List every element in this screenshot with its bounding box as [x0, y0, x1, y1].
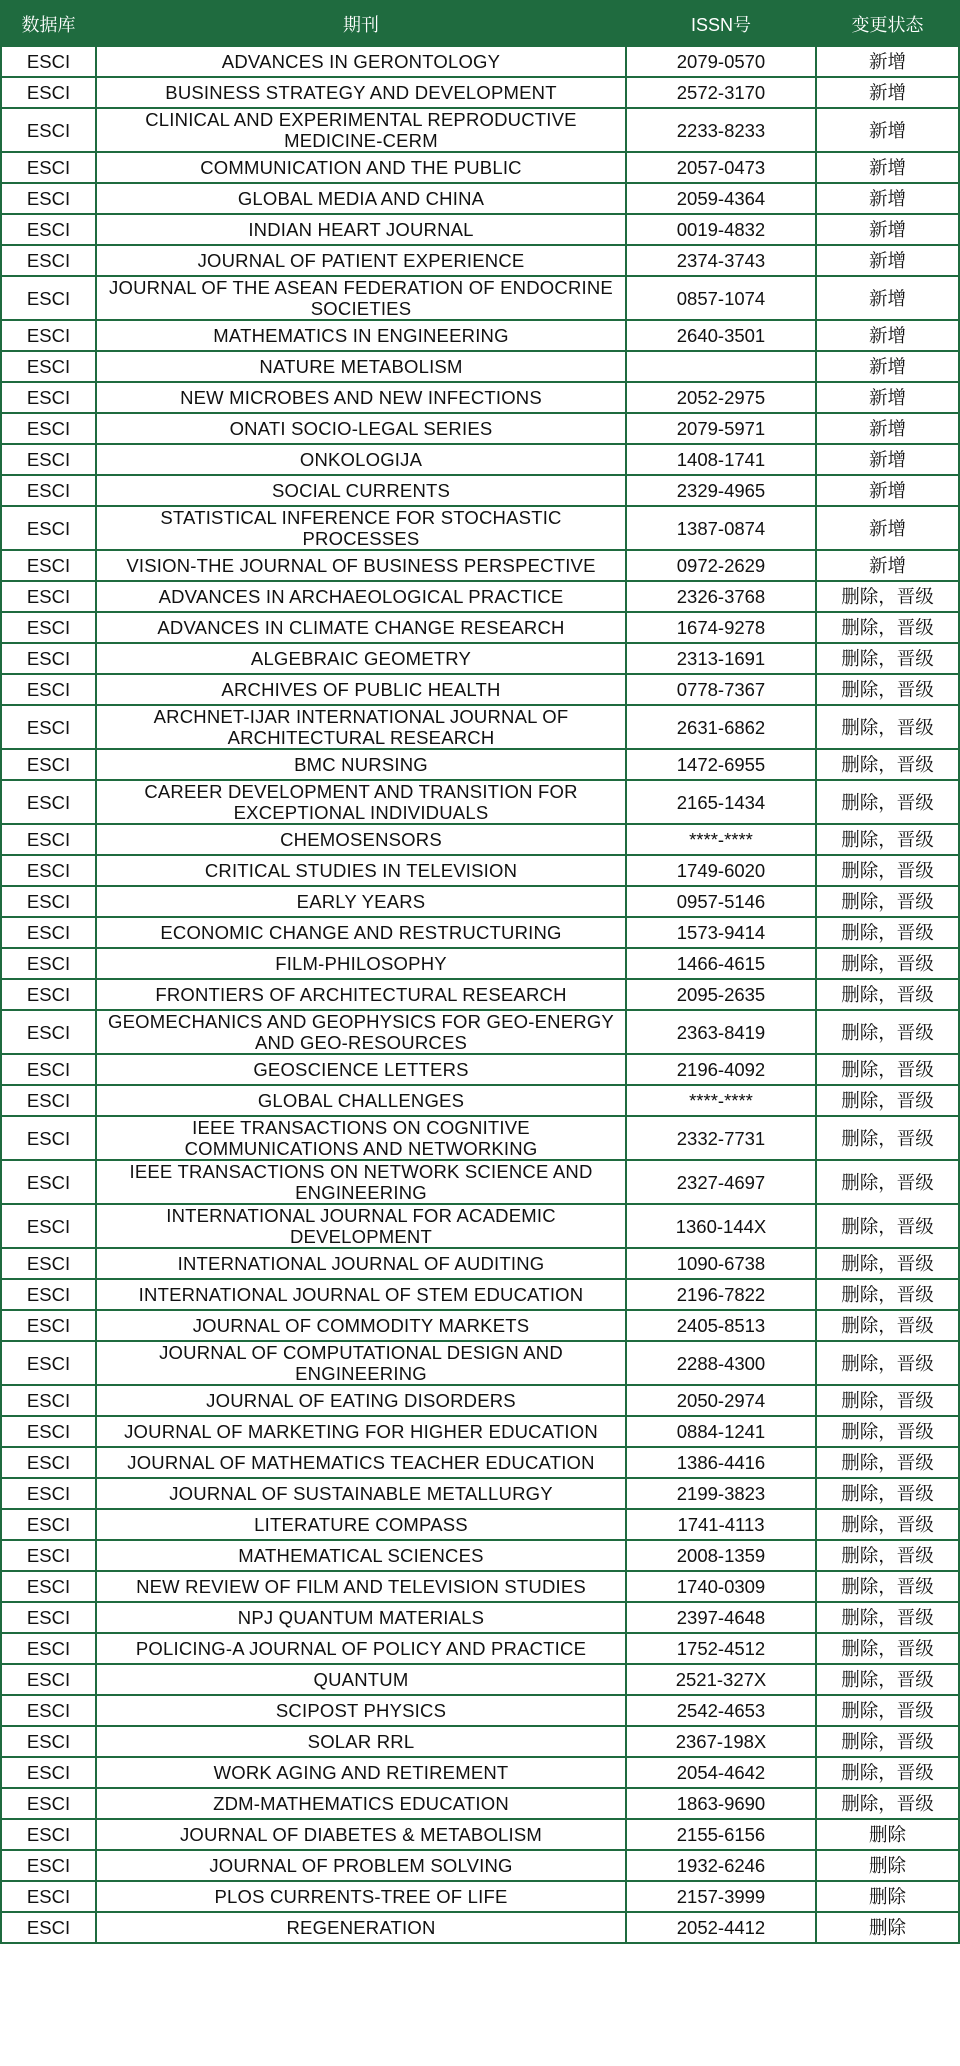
- cell-status: 删除，晋级: [816, 917, 959, 948]
- cell-db: ESCI: [1, 183, 96, 214]
- cell-db: ESCI: [1, 1509, 96, 1540]
- cell-issn: 2521-327X: [626, 1664, 816, 1695]
- cell-db: ESCI: [1, 276, 96, 320]
- cell-title: JOURNAL OF PATIENT EXPERIENCE: [96, 245, 626, 276]
- cell-db: ESCI: [1, 917, 96, 948]
- cell-issn: 0857-1074: [626, 276, 816, 320]
- cell-issn: 1741-4113: [626, 1509, 816, 1540]
- cell-status: 新增: [816, 183, 959, 214]
- cell-db: ESCI: [1, 1788, 96, 1819]
- cell-db: ESCI: [1, 643, 96, 674]
- cell-status: 新增: [816, 475, 959, 506]
- table-row: [1, 1664, 959, 1695]
- cell-title: CHEMOSENSORS: [96, 824, 626, 855]
- cell-db: ESCI: [1, 550, 96, 581]
- cell-issn: 1387-0874: [626, 506, 816, 550]
- cell-db: ESCI: [1, 1912, 96, 1943]
- table-row: [1, 444, 959, 475]
- cell-title: JOURNAL OF COMMODITY MARKETS: [96, 1310, 626, 1341]
- cell-issn: 2052-2975: [626, 382, 816, 413]
- cell-db: ESCI: [1, 506, 96, 550]
- table-row: [1, 917, 959, 948]
- cell-db: ESCI: [1, 705, 96, 749]
- cell-title: INTERNATIONAL JOURNAL OF AUDITING: [96, 1248, 626, 1279]
- cell-title: IEEE TRANSACTIONS ON NETWORK SCIENCE AND ENGINEERING: [96, 1160, 626, 1204]
- cell-status: 新增: [816, 245, 959, 276]
- cell-title: GLOBAL MEDIA AND CHINA: [96, 183, 626, 214]
- cell-db: ESCI: [1, 1279, 96, 1310]
- cell-title: ADVANCES IN GERONTOLOGY: [96, 46, 626, 77]
- cell-status: 新增: [816, 77, 959, 108]
- cell-title: INTERNATIONAL JOURNAL FOR ACADEMIC DEVELOPMENT: [96, 1204, 626, 1248]
- cell-status: 删除，晋级: [816, 1509, 959, 1540]
- cell-status: 删除，晋级: [816, 1695, 959, 1726]
- cell-issn: 2059-4364: [626, 183, 816, 214]
- cell-issn: 2008-1359: [626, 1540, 816, 1571]
- table-row: [1, 1385, 959, 1416]
- cell-title: JOURNAL OF COMPUTATIONAL DESIGN AND ENGINEERING: [96, 1341, 626, 1385]
- cell-issn: 2157-3999: [626, 1881, 816, 1912]
- cell-db: ESCI: [1, 1726, 96, 1757]
- cell-db: ESCI: [1, 1850, 96, 1881]
- cell-issn: 2050-2974: [626, 1385, 816, 1416]
- header-issn: ISSN号: [626, 1, 816, 46]
- cell-status: 删除，晋级: [816, 1726, 959, 1757]
- cell-status: 删除: [816, 1850, 959, 1881]
- cell-issn: 2199-3823: [626, 1478, 816, 1509]
- cell-db: ESCI: [1, 1010, 96, 1054]
- cell-issn: 2542-4653: [626, 1695, 816, 1726]
- cell-issn: 2165-1434: [626, 780, 816, 824]
- cell-issn: 1090-6738: [626, 1248, 816, 1279]
- cell-issn: 1386-4416: [626, 1447, 816, 1478]
- cell-issn: 2196-7822: [626, 1279, 816, 1310]
- cell-title: ALGEBRAIC GEOMETRY: [96, 643, 626, 674]
- cell-issn: 2054-4642: [626, 1757, 816, 1788]
- cell-issn: 2631-6862: [626, 705, 816, 749]
- cell-status: 新增: [816, 108, 959, 152]
- cell-status: 删除，晋级: [816, 1054, 959, 1085]
- cell-issn: 1740-0309: [626, 1571, 816, 1602]
- cell-title: BUSINESS STRATEGY AND DEVELOPMENT: [96, 77, 626, 108]
- cell-status: 新增: [816, 276, 959, 320]
- cell-issn: 2397-4648: [626, 1602, 816, 1633]
- cell-db: ESCI: [1, 581, 96, 612]
- cell-title: GEOSCIENCE LETTERS: [96, 1054, 626, 1085]
- cell-status: 删除，晋级: [816, 1085, 959, 1116]
- table-row: [1, 1248, 959, 1279]
- cell-issn: [626, 351, 816, 382]
- cell-title: VISION-THE JOURNAL OF BUSINESS PERSPECTIVE: [96, 550, 626, 581]
- cell-title: PLOS CURRENTS-TREE OF LIFE: [96, 1881, 626, 1912]
- cell-title: ADVANCES IN ARCHAEOLOGICAL PRACTICE: [96, 581, 626, 612]
- cell-db: ESCI: [1, 674, 96, 705]
- table-row: [1, 643, 959, 674]
- cell-title: QUANTUM: [96, 1664, 626, 1695]
- cell-db: ESCI: [1, 1633, 96, 1664]
- cell-status: 新增: [816, 506, 959, 550]
- table-row: [1, 1695, 959, 1726]
- cell-status: 删除，晋级: [816, 886, 959, 917]
- cell-status: 删除，晋级: [816, 705, 959, 749]
- cell-issn: 2052-4412: [626, 1912, 816, 1943]
- cell-db: ESCI: [1, 979, 96, 1010]
- cell-title: SCIPOST PHYSICS: [96, 1695, 626, 1726]
- header-status: 变更状态: [816, 1, 959, 46]
- table-row: [1, 749, 959, 780]
- cell-status: 新增: [816, 152, 959, 183]
- cell-db: ESCI: [1, 1116, 96, 1160]
- table-row: [1, 886, 959, 917]
- cell-db: ESCI: [1, 444, 96, 475]
- cell-title: SOCIAL CURRENTS: [96, 475, 626, 506]
- cell-status: 删除，晋级: [816, 581, 959, 612]
- table-row: [1, 674, 959, 705]
- cell-title: JOURNAL OF THE ASEAN FEDERATION OF ENDOCRINE SOCIETIES: [96, 276, 626, 320]
- table-row: [1, 550, 959, 581]
- cell-status: 删除: [816, 1912, 959, 1943]
- cell-issn: ****-****: [626, 824, 816, 855]
- cell-status: 删除，晋级: [816, 780, 959, 824]
- table-row: [1, 1116, 959, 1160]
- cell-db: ESCI: [1, 824, 96, 855]
- cell-db: ESCI: [1, 382, 96, 413]
- table-row: [1, 1912, 959, 1943]
- cell-db: ESCI: [1, 1881, 96, 1912]
- table-row: [1, 1540, 959, 1571]
- cell-status: 删除，晋级: [816, 855, 959, 886]
- cell-title: COMMUNICATION AND THE PUBLIC: [96, 152, 626, 183]
- cell-status: 删除，晋级: [816, 1664, 959, 1695]
- cell-issn: 2313-1691: [626, 643, 816, 674]
- cell-db: ESCI: [1, 1664, 96, 1695]
- cell-issn: 2288-4300: [626, 1341, 816, 1385]
- cell-issn: 1752-4512: [626, 1633, 816, 1664]
- cell-title: JOURNAL OF DIABETES & METABOLISM: [96, 1819, 626, 1850]
- cell-status: 新增: [816, 550, 959, 581]
- cell-issn: 2640-3501: [626, 320, 816, 351]
- cell-status: 删除，晋级: [816, 1540, 959, 1571]
- cell-issn: 1360-144X: [626, 1204, 816, 1248]
- table-row: [1, 108, 959, 152]
- cell-issn: 2079-5971: [626, 413, 816, 444]
- cell-db: ESCI: [1, 413, 96, 444]
- cell-issn: 0972-2629: [626, 550, 816, 581]
- cell-db: ESCI: [1, 46, 96, 77]
- table-row: [1, 948, 959, 979]
- table-row: [1, 1726, 959, 1757]
- table-row: [1, 506, 959, 550]
- cell-status: 删除，晋级: [816, 1341, 959, 1385]
- cell-db: ESCI: [1, 152, 96, 183]
- cell-status: 新增: [816, 214, 959, 245]
- table-row: [1, 46, 959, 77]
- cell-title: NPJ QUANTUM MATERIALS: [96, 1602, 626, 1633]
- cell-db: ESCI: [1, 1757, 96, 1788]
- cell-issn: 2155-6156: [626, 1819, 816, 1850]
- cell-status: 删除，晋级: [816, 1633, 959, 1664]
- cell-title: ARCHNET-IJAR INTERNATIONAL JOURNAL OF ARCHITECTURAL RESEARCH: [96, 705, 626, 749]
- cell-issn: 2057-0473: [626, 152, 816, 183]
- cell-status: 删除: [816, 1881, 959, 1912]
- table-row: [1, 320, 959, 351]
- cell-title: FRONTIERS OF ARCHITECTURAL RESEARCH: [96, 979, 626, 1010]
- cell-issn: 1466-4615: [626, 948, 816, 979]
- cell-issn: 2329-4965: [626, 475, 816, 506]
- cell-issn: 0884-1241: [626, 1416, 816, 1447]
- table-row: [1, 77, 959, 108]
- table-row: [1, 1310, 959, 1341]
- cell-db: ESCI: [1, 245, 96, 276]
- cell-issn: 1863-9690: [626, 1788, 816, 1819]
- cell-title: JOURNAL OF MATHEMATICS TEACHER EDUCATION: [96, 1447, 626, 1478]
- table-row: [1, 1850, 959, 1881]
- cell-status: 删除，晋级: [816, 1571, 959, 1602]
- cell-issn: 2367-198X: [626, 1726, 816, 1757]
- table-row: [1, 705, 959, 749]
- cell-title: GLOBAL CHALLENGES: [96, 1085, 626, 1116]
- cell-db: ESCI: [1, 749, 96, 780]
- cell-db: ESCI: [1, 1085, 96, 1116]
- cell-status: 删除，晋级: [816, 1116, 959, 1160]
- cell-db: ESCI: [1, 1602, 96, 1633]
- cell-db: ESCI: [1, 108, 96, 152]
- cell-db: ESCI: [1, 1695, 96, 1726]
- table-row: [1, 1341, 959, 1385]
- cell-title: NEW MICROBES AND NEW INFECTIONS: [96, 382, 626, 413]
- table-row: [1, 413, 959, 444]
- cell-db: ESCI: [1, 886, 96, 917]
- cell-title: INTERNATIONAL JOURNAL OF STEM EDUCATION: [96, 1279, 626, 1310]
- cell-db: ESCI: [1, 1416, 96, 1447]
- cell-issn: 2572-3170: [626, 77, 816, 108]
- cell-title: NEW REVIEW OF FILM AND TELEVISION STUDIES: [96, 1571, 626, 1602]
- cell-title: EARLY YEARS: [96, 886, 626, 917]
- table-row: [1, 1010, 959, 1054]
- cell-title: ONATI SOCIO-LEGAL SERIES: [96, 413, 626, 444]
- cell-db: ESCI: [1, 475, 96, 506]
- cell-db: ESCI: [1, 948, 96, 979]
- cell-db: ESCI: [1, 1385, 96, 1416]
- table-row: [1, 1085, 959, 1116]
- cell-db: ESCI: [1, 780, 96, 824]
- cell-title: ZDM-MATHEMATICS EDUCATION: [96, 1788, 626, 1819]
- cell-status: 删除，晋级: [816, 1385, 959, 1416]
- cell-title: JOURNAL OF EATING DISORDERS: [96, 1385, 626, 1416]
- cell-status: 删除，晋级: [816, 1010, 959, 1054]
- table-row: [1, 1279, 959, 1310]
- cell-title: JOURNAL OF SUSTAINABLE METALLURGY: [96, 1478, 626, 1509]
- cell-issn: 1472-6955: [626, 749, 816, 780]
- cell-db: ESCI: [1, 1341, 96, 1385]
- cell-status: 新增: [816, 46, 959, 77]
- cell-issn: 2332-7731: [626, 1116, 816, 1160]
- cell-title: WORK AGING AND RETIREMENT: [96, 1757, 626, 1788]
- table-row: [1, 1160, 959, 1204]
- cell-title: ARCHIVES OF PUBLIC HEALTH: [96, 674, 626, 705]
- cell-status: 删除，晋级: [816, 612, 959, 643]
- cell-issn: 1573-9414: [626, 917, 816, 948]
- table-row: [1, 780, 959, 824]
- cell-db: ESCI: [1, 214, 96, 245]
- cell-status: 删除，晋级: [816, 1602, 959, 1633]
- table-row: [1, 1204, 959, 1248]
- cell-status: 删除，晋级: [816, 1416, 959, 1447]
- cell-title: INDIAN HEART JOURNAL: [96, 214, 626, 245]
- table-row: [1, 1819, 959, 1850]
- table-row: [1, 855, 959, 886]
- cell-status: 删除，晋级: [816, 1204, 959, 1248]
- cell-title: IEEE TRANSACTIONS ON COGNITIVE COMMUNICATIONS AND NETWORKING: [96, 1116, 626, 1160]
- cell-issn: 2233-8233: [626, 108, 816, 152]
- table-row: [1, 1509, 959, 1540]
- table-row: [1, 979, 959, 1010]
- cell-status: 删除，晋级: [816, 1478, 959, 1509]
- cell-issn: 2363-8419: [626, 1010, 816, 1054]
- cell-db: ESCI: [1, 1160, 96, 1204]
- cell-status: 删除，晋级: [816, 979, 959, 1010]
- cell-title: POLICING-A JOURNAL OF POLICY AND PRACTICE: [96, 1633, 626, 1664]
- cell-title: LITERATURE COMPASS: [96, 1509, 626, 1540]
- table-row: [1, 351, 959, 382]
- table-row: [1, 1881, 959, 1912]
- table-row: [1, 276, 959, 320]
- cell-title: REGENERATION: [96, 1912, 626, 1943]
- cell-db: ESCI: [1, 1478, 96, 1509]
- cell-title: SOLAR RRL: [96, 1726, 626, 1757]
- cell-title: ADVANCES IN CLIMATE CHANGE RESEARCH: [96, 612, 626, 643]
- cell-db: ESCI: [1, 320, 96, 351]
- cell-issn: 1749-6020: [626, 855, 816, 886]
- cell-title: CAREER DEVELOPMENT AND TRANSITION FOR EXCEPTIONAL INDIVIDUALS: [96, 780, 626, 824]
- cell-title: STATISTICAL INFERENCE FOR STOCHASTIC PROCESSES: [96, 506, 626, 550]
- table-row: [1, 152, 959, 183]
- cell-issn: 1932-6246: [626, 1850, 816, 1881]
- header-row: [1, 1, 959, 46]
- cell-status: 删除，晋级: [816, 1788, 959, 1819]
- cell-db: ESCI: [1, 351, 96, 382]
- cell-db: ESCI: [1, 1204, 96, 1248]
- table-body: [1, 46, 959, 1943]
- table-row: [1, 382, 959, 413]
- table-row: [1, 1788, 959, 1819]
- cell-status: 新增: [816, 444, 959, 475]
- cell-issn: 2326-3768: [626, 581, 816, 612]
- table-row: [1, 1416, 959, 1447]
- cell-title: CLINICAL AND EXPERIMENTAL REPRODUCTIVE MEDICINE-CERM: [96, 108, 626, 152]
- cell-db: ESCI: [1, 1310, 96, 1341]
- cell-status: 删除，晋级: [816, 1757, 959, 1788]
- table-row: [1, 183, 959, 214]
- cell-issn: 2196-4092: [626, 1054, 816, 1085]
- cell-title: ONKOLOGIJA: [96, 444, 626, 475]
- table-row: [1, 1054, 959, 1085]
- table-row: [1, 1757, 959, 1788]
- cell-issn: 2374-3743: [626, 245, 816, 276]
- cell-title: JOURNAL OF MARKETING FOR HIGHER EDUCATION: [96, 1416, 626, 1447]
- cell-status: 删除，晋级: [816, 1248, 959, 1279]
- cell-issn: ****-****: [626, 1085, 816, 1116]
- cell-issn: 2405-8513: [626, 1310, 816, 1341]
- cell-issn: 0957-5146: [626, 886, 816, 917]
- header-journal: 期刊: [96, 1, 626, 46]
- cell-db: ESCI: [1, 855, 96, 886]
- cell-issn: 0019-4832: [626, 214, 816, 245]
- cell-db: ESCI: [1, 1447, 96, 1478]
- cell-title: BMC NURSING: [96, 749, 626, 780]
- cell-issn: 1408-1741: [626, 444, 816, 475]
- cell-status: 删除，晋级: [816, 1279, 959, 1310]
- cell-db: ESCI: [1, 1054, 96, 1085]
- cell-db: ESCI: [1, 1248, 96, 1279]
- cell-issn: 1674-9278: [626, 612, 816, 643]
- cell-status: 新增: [816, 413, 959, 444]
- cell-status: 新增: [816, 351, 959, 382]
- table-row: [1, 581, 959, 612]
- table-row: [1, 1571, 959, 1602]
- cell-status: 删除，晋级: [816, 674, 959, 705]
- header-db: 数据库: [1, 1, 96, 46]
- cell-title: MATHEMATICAL SCIENCES: [96, 1540, 626, 1571]
- cell-db: ESCI: [1, 77, 96, 108]
- cell-db: ESCI: [1, 1819, 96, 1850]
- cell-status: 删除，晋级: [816, 1447, 959, 1478]
- table-row: [1, 1478, 959, 1509]
- cell-title: GEOMECHANICS AND GEOPHYSICS FOR GEO-ENERGY AND GEO-RESOURCES: [96, 1010, 626, 1054]
- cell-title: FILM-PHILOSOPHY: [96, 948, 626, 979]
- cell-db: ESCI: [1, 1540, 96, 1571]
- cell-issn: 2079-0570: [626, 46, 816, 77]
- cell-status: 删除，晋级: [816, 1310, 959, 1341]
- cell-status: 新增: [816, 382, 959, 413]
- cell-title: ECONOMIC CHANGE AND RESTRUCTURING: [96, 917, 626, 948]
- table-row: [1, 1447, 959, 1478]
- cell-issn: 0778-7367: [626, 674, 816, 705]
- table-row: [1, 475, 959, 506]
- cell-status: 删除，晋级: [816, 749, 959, 780]
- cell-title: JOURNAL OF PROBLEM SOLVING: [96, 1850, 626, 1881]
- cell-status: 删除，晋级: [816, 948, 959, 979]
- table-row: [1, 1633, 959, 1664]
- table-row: [1, 245, 959, 276]
- cell-db: ESCI: [1, 1571, 96, 1602]
- cell-status: 删除，晋级: [816, 1160, 959, 1204]
- cell-title: CRITICAL STUDIES IN TELEVISION: [96, 855, 626, 886]
- table-row: [1, 1602, 959, 1633]
- cell-status: 删除，晋级: [816, 824, 959, 855]
- cell-title: MATHEMATICS IN ENGINEERING: [96, 320, 626, 351]
- cell-issn: 2327-4697: [626, 1160, 816, 1204]
- cell-issn: 2095-2635: [626, 979, 816, 1010]
- cell-status: 删除，晋级: [816, 643, 959, 674]
- table-row: [1, 824, 959, 855]
- cell-status: 新增: [816, 320, 959, 351]
- cell-status: 删除: [816, 1819, 959, 1850]
- table-row: [1, 612, 959, 643]
- cell-title: NATURE METABOLISM: [96, 351, 626, 382]
- cell-db: ESCI: [1, 612, 96, 643]
- table-row: [1, 214, 959, 245]
